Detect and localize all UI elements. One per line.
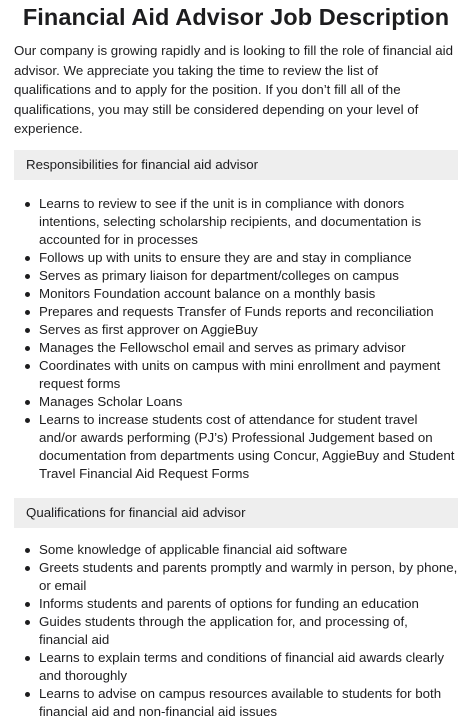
responsibilities-list [14, 195, 458, 483]
qualifications-list [14, 541, 458, 721]
list-item: Learns to explain terms and conditions of financial aid awards clearly and thoroughly [24, 649, 458, 685]
list-item: Learns to review to see if the unit is in compliance with donors intentions, selecting scholarship recipients, and documentation is accounted for in processes [24, 195, 458, 249]
list-item: Informs students and parents of options for funding an education [24, 595, 458, 613]
list-item: Manages the Fellowschol email and serves as primary advisor [24, 339, 458, 357]
list-item: Prepares and requests Transfer of Funds reports and reconciliation [24, 303, 458, 321]
list-item: Learns to increase students cost of attendance for student travel and/or awards performing (PJ’s) Professional Judgement based on documentation from departments using Concur, AggieBuy and Student Travel Financial Aid Request Forms [24, 411, 458, 483]
list-item: Monitors Foundation account balance on a monthly basis [24, 285, 458, 303]
list-item: Learns to advise on campus resources available to students for both financial aid and non-financial aid issues [24, 685, 458, 721]
list-item: Greets students and parents promptly and warmly in person, by phone, or email [24, 559, 458, 595]
list-item: Serves as first approver on AggieBuy [24, 321, 458, 339]
list-item: Coordinates with units on campus with mini enrollment and payment request forms [24, 357, 458, 393]
list-item: Follows up with units to ensure they are and stay in compliance [24, 249, 458, 267]
list-item: Serves as primary liaison for department/colleges on campus [24, 267, 458, 285]
intro-paragraph: Our company is growing rapidly and is looking to fill the role of financial aid advisor. We appreciate you taking the time to review the list of qualifications and to apply for the position. If you don’t fill all of the qualifications, you may still be considered depending on your level of experience. [14, 43, 454, 137]
page-title: Financial Aid Advisor Job Description [22, 4, 450, 30]
list-item: Manages Scholar Loans [24, 393, 458, 411]
responsibilities-heading: Responsibilities for financial aid advisor [14, 150, 458, 180]
list-item: Some knowledge of applicable financial aid software [24, 541, 458, 559]
list-item: Guides students through the application for, and processing of, financial aid [24, 613, 458, 649]
qualifications-heading: Qualifications for financial aid advisor [14, 498, 458, 528]
